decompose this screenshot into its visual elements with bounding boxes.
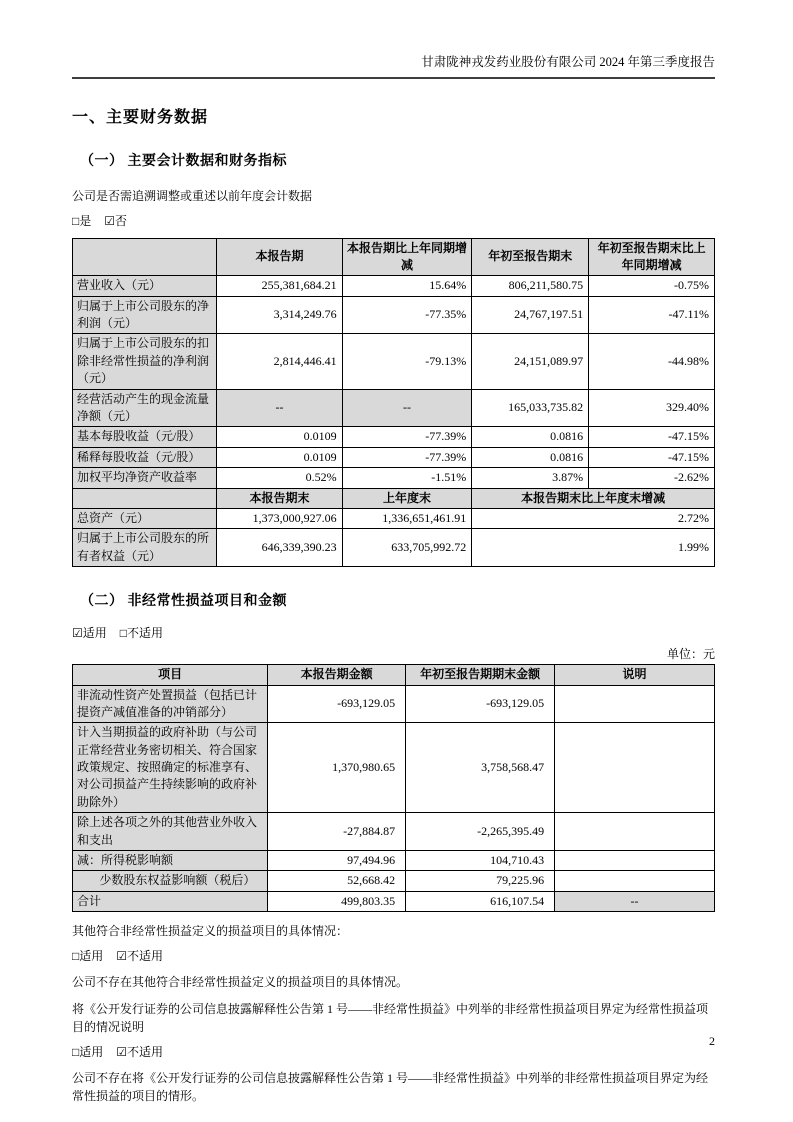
value-cell: -77.39% <box>342 427 472 447</box>
value-cell-na: -- <box>342 389 472 427</box>
column-header: 项目 <box>73 665 268 685</box>
value-cell: 0.0816 <box>472 447 589 467</box>
value-cell: -2.62% <box>589 468 715 488</box>
definition-note-title: 将《公开发行证券的公司信息披露解释性公告第 1 号——非经常性损益》中列举的非经常性损益项目界定为经常性损益项目的情况说明 <box>72 1002 709 1035</box>
value-cell: 0.0109 <box>217 447 342 467</box>
value-cell: -47.11% <box>589 296 715 334</box>
definition-note-body: 公司不存在将《公开发行证券的公司信息披露解释性公告第 1 号——非经常性损益》中列举的非经常性损益项目界定为经常性损益的项目的情形。 <box>72 1071 709 1104</box>
value-cell: 2,814,446.41 <box>217 334 342 389</box>
checkbox-unchecked-icon: □ <box>72 213 80 228</box>
nonrecurring-apply-checkboxes <box>72 624 715 641</box>
column-header: 本报告期金额 <box>268 665 406 685</box>
remark-cell <box>555 685 715 723</box>
table-row <box>73 529 715 567</box>
column-header: 上年度末 <box>342 488 472 508</box>
row-label: 合计 <box>73 891 268 911</box>
table-row <box>73 508 715 528</box>
checkbox-option-not-applicable <box>116 1045 163 1059</box>
checkbox-unchecked-icon: □ <box>72 949 80 964</box>
value-cell: 24,151,089.97 <box>472 334 589 389</box>
value-cell: 499,803.35 <box>268 891 406 911</box>
column-header: 本报告期 <box>217 238 342 276</box>
value-cell: -693,129.05 <box>268 685 406 723</box>
row-label: 经营活动产生的现金流量净额（元） <box>73 389 217 427</box>
value-cell: -77.39% <box>342 447 472 467</box>
checkbox-option-applicable <box>72 626 107 640</box>
value-cell: -79.13% <box>342 334 472 389</box>
value-cell: 1,370,980.65 <box>268 723 406 813</box>
checkbox-option-no <box>104 214 127 228</box>
table-header-row <box>73 665 715 685</box>
column-header: 年初至报告期末比上年同期增减 <box>589 238 715 276</box>
table-row <box>73 871 715 891</box>
table-subheader-row <box>73 488 715 508</box>
table-row <box>73 723 715 813</box>
value-cell: 1.99% <box>472 529 715 567</box>
value-cell: 3,758,568.47 <box>406 723 555 813</box>
value-cell: 24,767,197.51 <box>472 296 589 334</box>
value-cell: 15.64% <box>342 276 472 296</box>
checkbox-label: 适用 <box>79 1045 104 1060</box>
value-cell: -1.51% <box>342 468 472 488</box>
checkbox-checked-icon: ☑ <box>104 213 116 228</box>
table-row <box>73 851 715 871</box>
value-cell: 0.0816 <box>472 427 589 447</box>
other-items-note-body: 公司不存在其他符合非经常性损益定义的损益项目的具体情况。 <box>72 975 409 990</box>
checkbox-label: 不适用 <box>127 626 164 641</box>
unit-label: 单位：元 <box>666 647 715 662</box>
row-label: 归属于上市公司股东的净利润（元） <box>73 296 217 334</box>
checkbox-option-applicable <box>72 949 103 963</box>
table-row <box>73 685 715 723</box>
table-row <box>73 276 715 296</box>
table-row <box>73 334 715 389</box>
column-header: 本报告期末比上年度末增减 <box>472 488 715 508</box>
restatement-checkboxes <box>72 212 715 229</box>
value-cell: 0.52% <box>217 468 342 488</box>
row-label: 营业收入（元） <box>73 276 217 296</box>
value-cell: 165,033,735.82 <box>472 389 589 427</box>
table-row <box>73 296 715 334</box>
value-cell: 255,381,684.21 <box>217 276 342 296</box>
value-cell: 3,314,249.76 <box>217 296 342 334</box>
value-cell: -77.35% <box>342 296 472 334</box>
checkbox-checked-icon: ☑ <box>72 626 83 641</box>
value-cell: 52,668.42 <box>268 871 406 891</box>
checkbox-option-applicable <box>72 1045 103 1059</box>
subsection-title-nonrecurring: （二） 非经常性损益项目和金额 <box>80 594 287 610</box>
document-header <box>72 54 715 79</box>
checkbox-option-not-applicable <box>116 949 163 963</box>
checkbox-label: 是 <box>79 213 92 228</box>
checkbox-label: 适用 <box>79 949 104 964</box>
value-cell: 97,494.96 <box>268 851 406 871</box>
checkbox-label: 否 <box>115 213 128 228</box>
row-label: 总资产（元） <box>73 508 217 528</box>
empty-header-cell <box>73 238 217 276</box>
subsection-title-accounting-data: （一） 主要会计数据和财务指标 <box>80 153 287 169</box>
table-row <box>73 427 715 447</box>
row-label: 除上述各项之外的其他营业外收入和支出 <box>73 813 268 851</box>
table-total-row <box>73 891 715 911</box>
table-row <box>73 389 715 427</box>
value-cell: -0.75% <box>589 276 715 296</box>
restatement-question: 公司是否需追溯调整或重述以前年度会计数据 <box>72 188 313 203</box>
value-cell: 79,225.96 <box>406 871 555 891</box>
row-label: 稀释每股收益（元/股） <box>73 447 217 467</box>
table-row <box>73 813 715 851</box>
document-title: 甘肃陇神戎发药业股份有限公司 2024 年第三季度报告 <box>421 55 715 69</box>
remark-cell: -- <box>555 891 715 911</box>
remark-cell <box>555 851 715 871</box>
value-cell: 646,339,390.23 <box>217 529 342 567</box>
checkbox-unchecked-icon: □ <box>72 1045 80 1060</box>
row-label: 非流动性资产处置损益（包括已计提资产减值准备的冲销部分） <box>73 685 268 723</box>
checkbox-unchecked-icon: □ <box>119 626 128 641</box>
value-cell: 633,705,992.72 <box>342 529 472 567</box>
value-cell: 806,211,580.75 <box>472 276 589 296</box>
value-cell: 1,336,651,461.91 <box>342 508 472 528</box>
column-header: 本报告期末 <box>217 488 342 508</box>
nonrecurring-items-table <box>72 664 715 912</box>
checkbox-checked-icon: ☑ <box>116 1045 128 1060</box>
other-items-note-title: 其他符合非经常性损益定义的损益项目的具体情况： <box>72 924 349 939</box>
value-cell: 104,710.43 <box>406 851 555 871</box>
row-label: 归属于上市公司股东的扣除非经常性损益的净利润（元） <box>73 334 217 389</box>
column-header: 本报告期比上年同期增减 <box>342 238 472 276</box>
row-label: 少数股东权益影响额（税后） <box>73 871 268 891</box>
table-row <box>73 447 715 467</box>
value-cell: 616,107.54 <box>406 891 555 911</box>
row-label: 计入当期损益的政府补助（与公司正常经营业务密切相关、符合国家政策规定、按照确定的标准享有、对公司损益产生持续影响的政府补助除外） <box>73 723 268 813</box>
empty-header-cell <box>73 488 217 508</box>
definition-checkboxes <box>72 1043 715 1060</box>
remark-cell <box>555 813 715 851</box>
section-title-main: 一、主要财务数据 <box>72 108 209 126</box>
row-label: 基本每股收益（元/股） <box>73 427 217 447</box>
value-cell: -47.15% <box>589 447 715 467</box>
checkbox-checked-icon: ☑ <box>116 949 128 964</box>
key-financial-indicators-table <box>72 238 715 568</box>
row-label: 加权平均净资产收益率 <box>73 468 217 488</box>
checkbox-label: 不适用 <box>127 1045 164 1060</box>
value-cell: -2,265,395.49 <box>406 813 555 851</box>
value-cell-na: -- <box>217 389 342 427</box>
column-header: 说明 <box>555 665 715 685</box>
value-cell: -27,884.87 <box>268 813 406 851</box>
value-cell: -44.98% <box>589 334 715 389</box>
column-header: 年初至报告期末 <box>472 238 589 276</box>
page-number: 2 <box>709 1034 715 1048</box>
value-cell: -693,129.05 <box>406 685 555 723</box>
column-header: 年初至报告期期末金额 <box>406 665 555 685</box>
other-items-checkboxes <box>72 947 715 964</box>
value-cell: 2.72% <box>472 508 715 528</box>
value-cell: -47.15% <box>589 427 715 447</box>
remark-cell <box>555 871 715 891</box>
value-cell: 1,373,000,927.06 <box>217 508 342 528</box>
checkbox-option-yes <box>72 214 91 228</box>
table-row <box>73 468 715 488</box>
row-label: 减：所得税影响额 <box>73 851 268 871</box>
checkbox-label: 适用 <box>82 626 107 641</box>
checkbox-option-not-applicable <box>120 626 163 640</box>
value-cell: 3.87% <box>472 468 589 488</box>
value-cell: 329.40% <box>589 389 715 427</box>
checkbox-label: 不适用 <box>127 949 164 964</box>
row-label: 归属于上市公司股东的所有者权益（元） <box>73 529 217 567</box>
value-cell: 0.0109 <box>217 427 342 447</box>
remark-cell <box>555 723 715 813</box>
table-header-row <box>73 238 715 276</box>
